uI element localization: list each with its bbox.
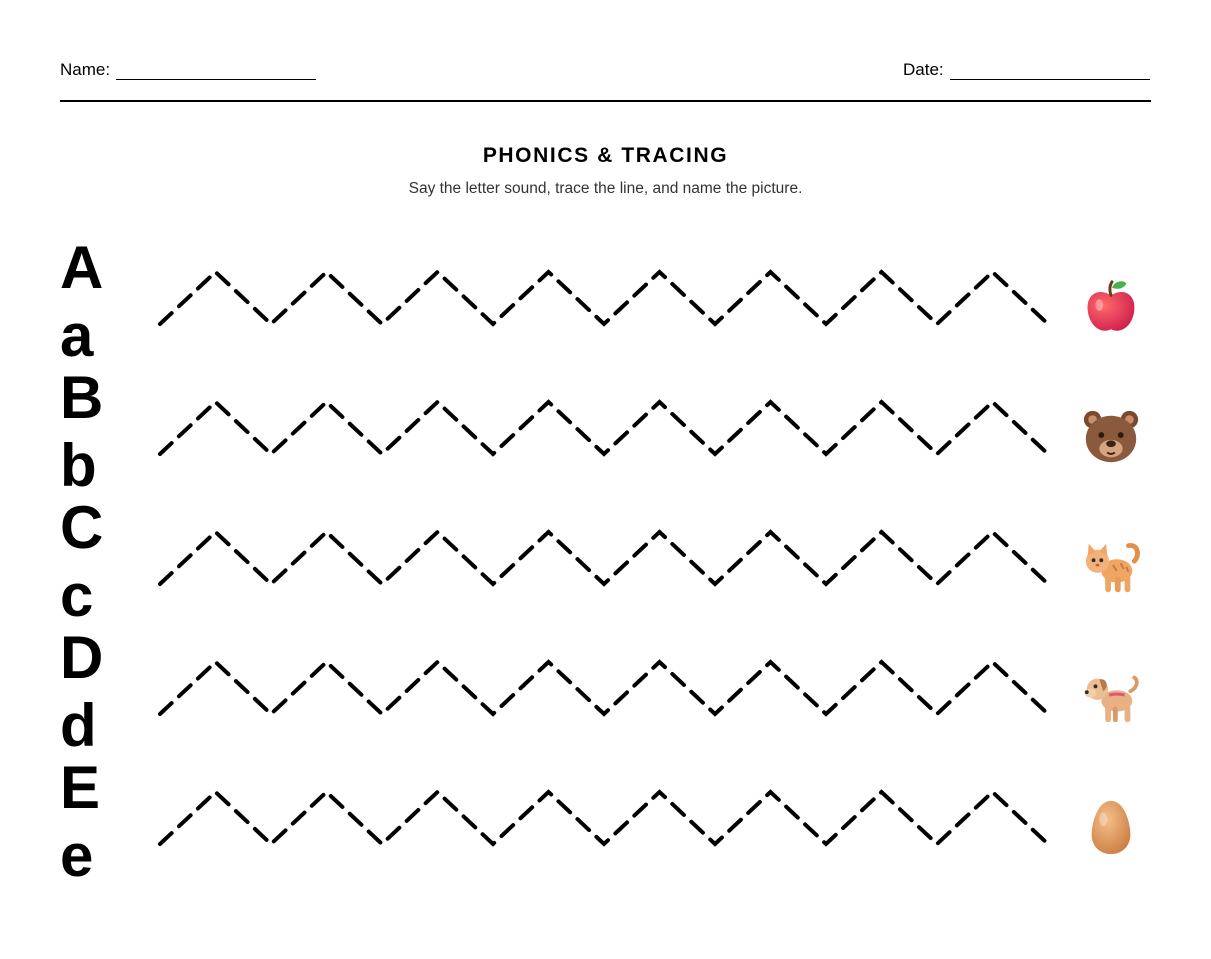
egg-icon (1080, 796, 1142, 858)
name-label: Name: (60, 60, 111, 79)
uppercase-letter: D (60, 624, 104, 691)
uppercase-letter: E (60, 754, 101, 821)
header-divider (60, 100, 1151, 102)
uppercase-letter: A (60, 234, 104, 301)
lowercase-letter: b (60, 432, 97, 499)
zigzag-trace-line[interactable] (155, 258, 1055, 348)
date-line[interactable] (950, 65, 1150, 80)
letter-row-b (0, 364, 1211, 499)
name-line[interactable] (116, 65, 316, 80)
cat-icon (1080, 536, 1142, 598)
page-title: PHONICS & TRACING (482, 144, 729, 167)
zigzag-trace-line[interactable] (155, 518, 1055, 608)
date-field[interactable] (903, 60, 1150, 80)
lowercase-letter: c (60, 562, 94, 629)
zigzag-trace-line[interactable] (155, 388, 1055, 478)
lowercase-letter: a (60, 302, 94, 369)
letter-row-a (0, 234, 1211, 369)
dog-icon (1080, 666, 1142, 728)
page-instructions: Say the letter sound, trace the line, and name the picture. (408, 180, 803, 197)
lowercase-letter: e (60, 822, 94, 889)
letter-row-e (0, 754, 1211, 889)
uppercase-letter: C (60, 494, 104, 561)
letter-row-c (0, 494, 1211, 629)
uppercase-letter: B (60, 364, 104, 431)
bear-icon (1080, 406, 1142, 468)
name-field[interactable] (60, 60, 316, 80)
date-label: Date: (903, 60, 944, 79)
zigzag-trace-line[interactable] (155, 648, 1055, 738)
lowercase-letter: d (60, 692, 97, 759)
apple-icon (1080, 276, 1142, 338)
zigzag-trace-line[interactable] (155, 778, 1055, 868)
letter-row-d (0, 624, 1211, 759)
